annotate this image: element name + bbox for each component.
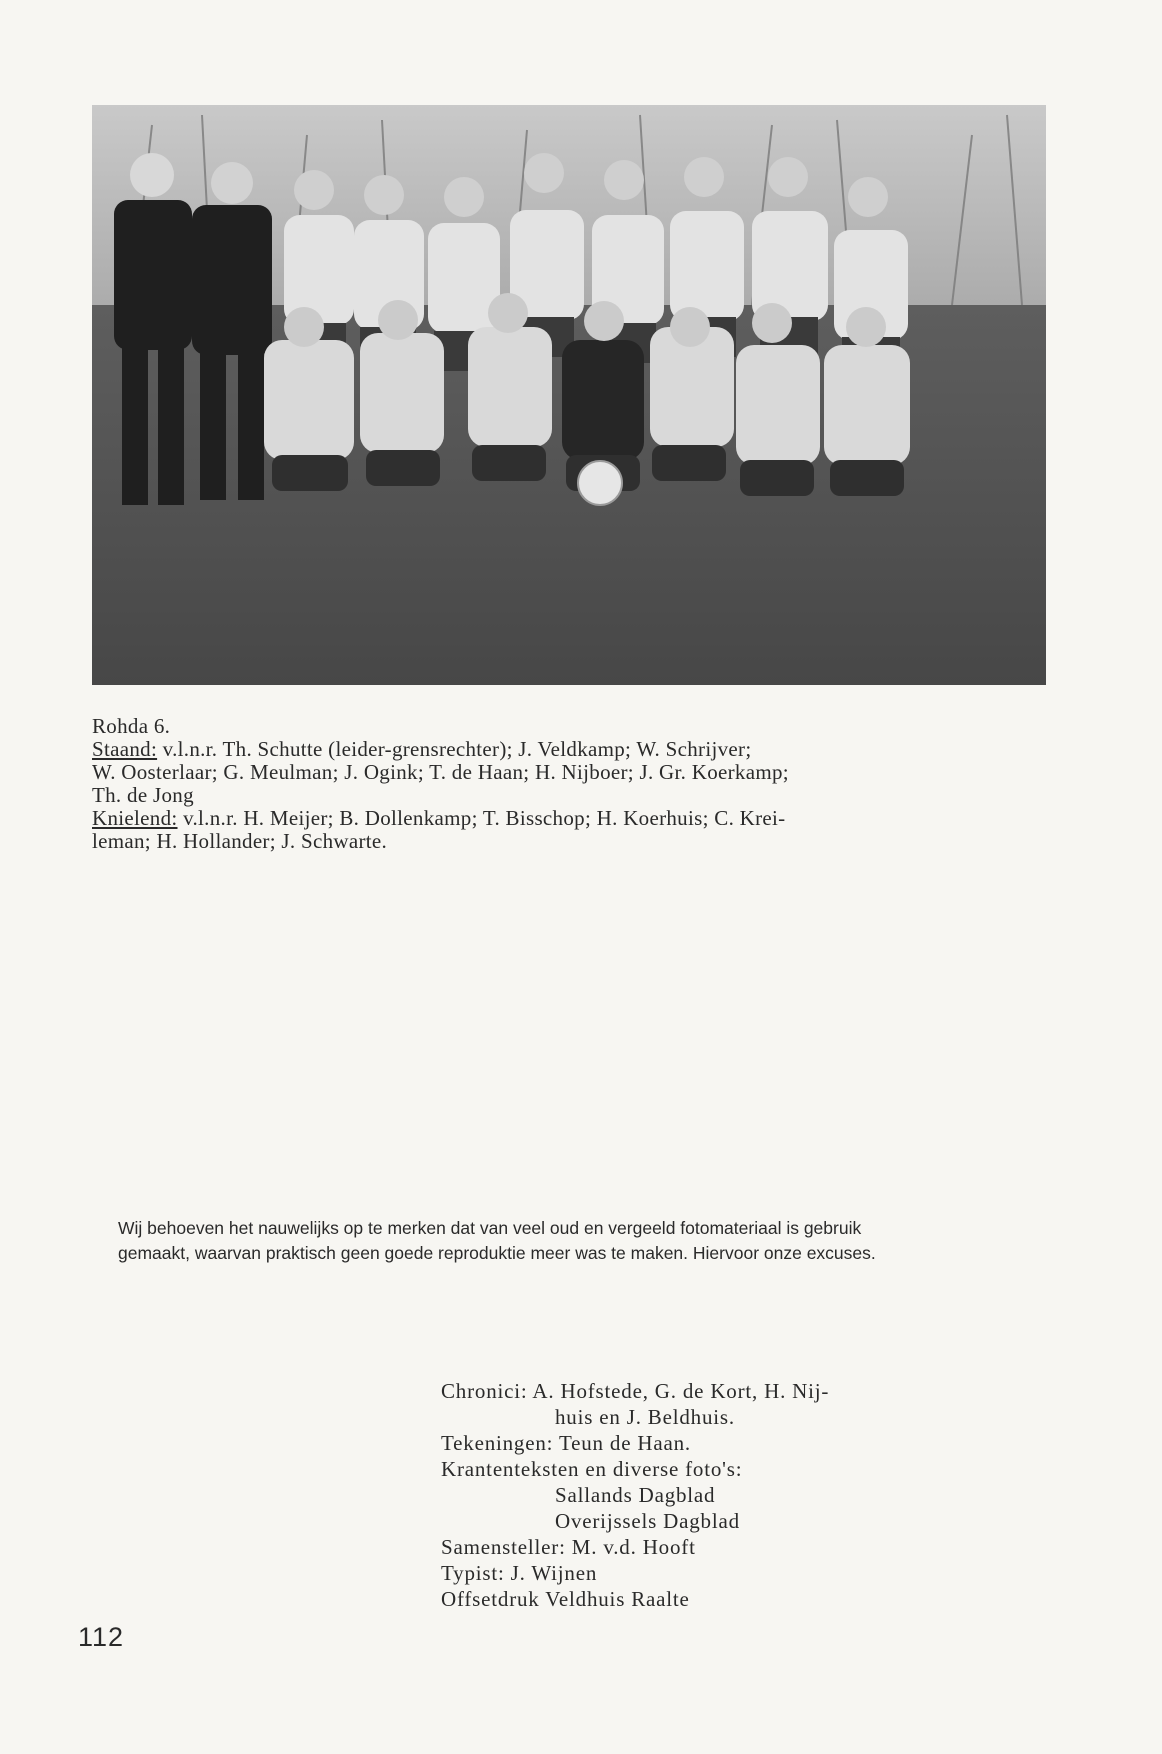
team-photo: [92, 105, 1046, 685]
credits-kranten: Krantenteksten en diverse foto's:: [441, 1457, 743, 1481]
credits-block: [441, 1378, 1001, 1612]
kneeling-label: Knielend:: [92, 806, 178, 830]
caption-standing-line-3: Th. de Jong: [92, 783, 194, 807]
note-line-1: Wij behoeven het nauwelijks op te merken dat van veel oud en vergeeld fotomateriaal is gebruik: [118, 1218, 862, 1238]
credits-tekeningen: Tekeningen: Teun de Haan.: [441, 1431, 691, 1455]
credits-krant-1: Sallands Dagblad: [555, 1483, 716, 1507]
credits-chronici: Chronici: A. Hofstede, G. de Kort, H. Nij-: [441, 1379, 830, 1403]
apology-note: [118, 1216, 1018, 1266]
kneeling-names-1: v.l.n.r. H. Meijer; B. Dollenkamp; T. Bisschop; H. Koerhuis; C. Krei-: [177, 806, 786, 830]
note-line-2: gemaakt, waarvan praktisch geen goede reproduktie meer was te maken. Hiervoor onze excuses.: [118, 1243, 876, 1263]
photo-caption: [92, 715, 1072, 853]
standing-names-1: v.l.n.r. Th. Schutte (leider-grensrechter); J. Veldkamp; W. Schrijver;: [157, 737, 752, 761]
caption-standing-line-2: W. Oosterlaar; G. Meulman; J. Ogink; T. de Haan; H. Nijboer; J. Gr. Koerkamp;: [92, 760, 789, 784]
credits-typist: Typist: J. Wijnen: [441, 1561, 598, 1585]
credits-chronici-cont: huis en J. Beldhuis.: [555, 1405, 735, 1429]
credits-offset: Offsetdruk Veldhuis Raalte: [441, 1587, 690, 1611]
standing-label: Staand:: [92, 737, 158, 761]
caption-kneeling-line-2: leman; H. Hollander; J. Schwarte.: [92, 829, 388, 853]
caption-title: Rohda 6.: [92, 714, 171, 738]
credits-samensteller: Samensteller: M. v.d. Hooft: [441, 1535, 696, 1559]
credits-krant-2: Overijssels Dagblad: [555, 1509, 740, 1533]
page-number: 112: [78, 1622, 125, 1652]
caption-kneeling-line-1: [92, 807, 1072, 830]
caption-standing-line-1: [92, 738, 1072, 761]
